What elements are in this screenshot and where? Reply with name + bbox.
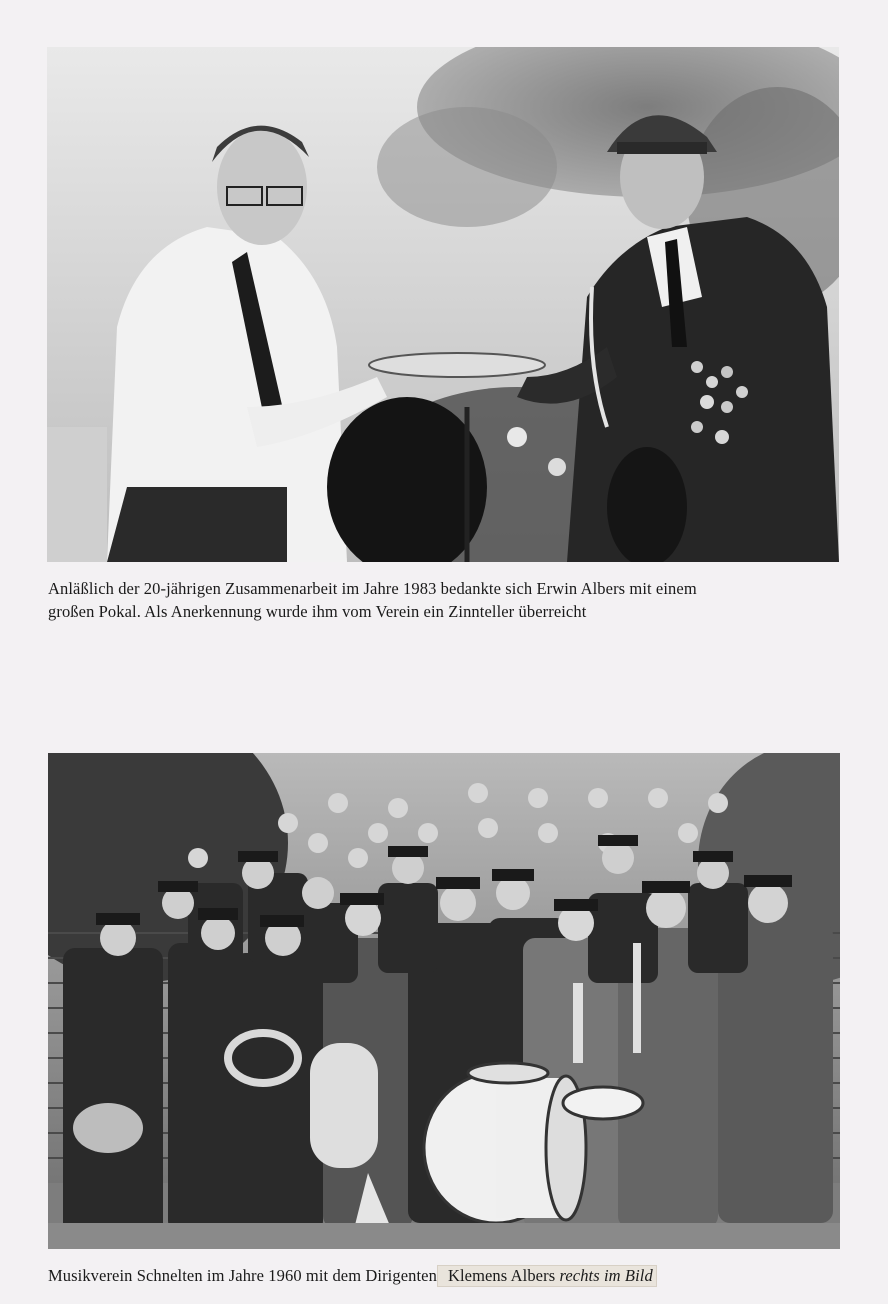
caption-position-note: rechts im Bild xyxy=(559,1266,653,1285)
conductor-name: Klemens Albers xyxy=(447,1266,556,1285)
photo-music-band-group xyxy=(48,753,840,1249)
caption-award-line-1: Anläßlich der 20-jährigen Zusammenarbeit im Jahre 1983 bedankte sich Erwin Albers mit einem xyxy=(48,579,697,598)
caption-award-line-2: großen Pokal. Als Anerkennung wurde ihm vom Verein ein Zinnteller überreicht xyxy=(48,602,587,621)
caption-highlight xyxy=(437,1265,657,1287)
caption-music-band xyxy=(48,1265,657,1287)
photo-award-handover xyxy=(47,47,839,562)
photo-award-handover-image xyxy=(47,47,839,562)
photo-music-band-group-image xyxy=(48,753,840,1249)
caption-music-band-main: Musikverein Schnelten im Jahre 1960 mit dem Dirigenten xyxy=(48,1266,437,1285)
